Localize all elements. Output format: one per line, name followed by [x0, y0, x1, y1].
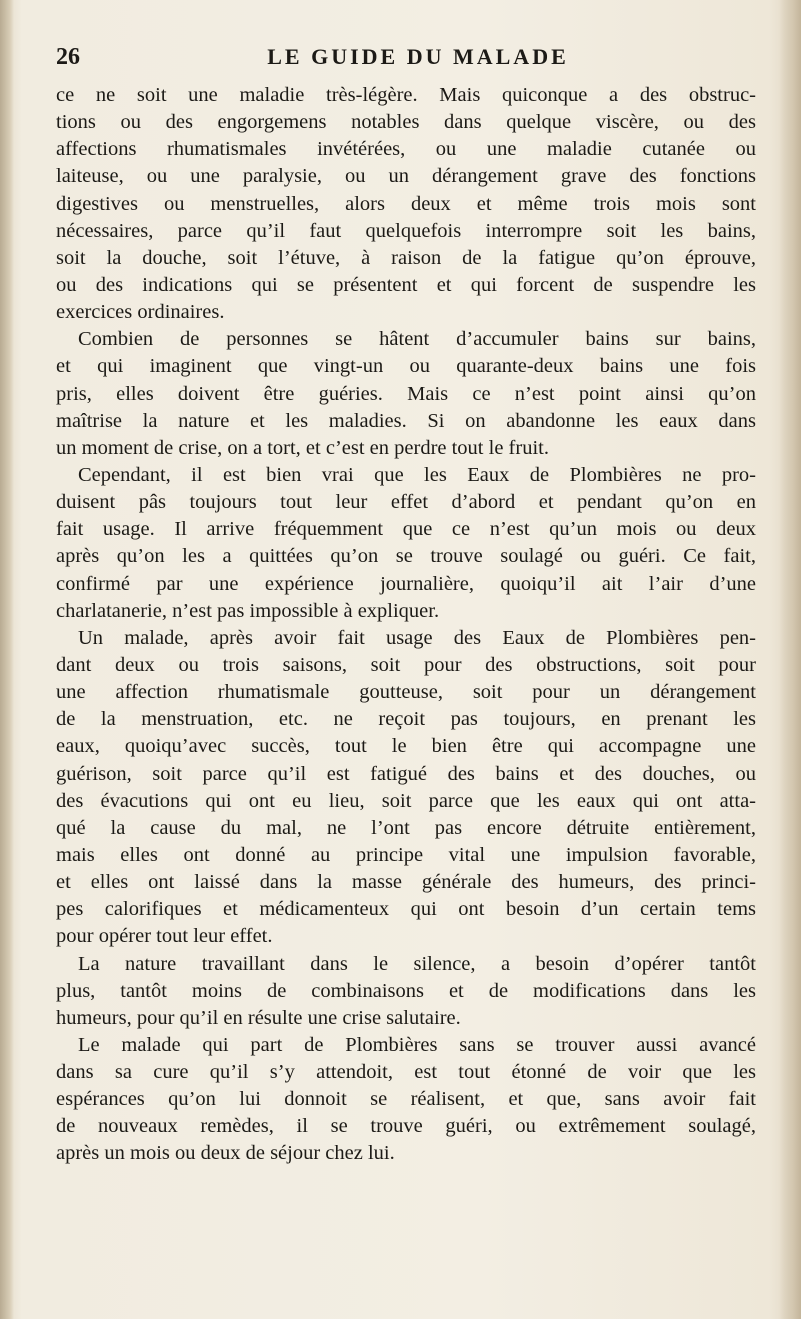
text-line: après un mois ou deux de séjour chez lui.: [56, 1142, 395, 1165]
page-gutter-shadow: [0, 0, 14, 1319]
text-line: qué la cause du mal, ne l’ont pas encore détruite entièrement,: [56, 816, 756, 839]
text-line: espérances qu’on lui donnoit se réalisent, et que, sans avoir fait: [56, 1088, 756, 1111]
paragraph: [56, 625, 756, 951]
text-line: confirmé par une expérience journalière, quoiqu’il ait l’air d’une: [56, 572, 756, 595]
text-line: pris, elles doivent être guéries. Mais ce n’est point ainsi qu’on: [56, 382, 756, 405]
text-line: mais elles ont donné au principe vital une impulsion favorable,: [56, 843, 756, 866]
text-line: pour opérer tout leur effet.: [56, 925, 273, 948]
text-line: des évacutions qui ont eu lieu, soit parce que les eaux qui ont atta-: [56, 789, 756, 812]
page-number: 26: [56, 44, 80, 70]
text-line: Un malade, après avoir fait usage des Eaux de Plombières pen-: [78, 626, 756, 649]
text-line: Le malade qui part de Plombières sans se trouver aussi avancé: [78, 1033, 756, 1056]
text-line: ou des indications qui se présentent et qui forcent de suspendre les: [56, 273, 756, 296]
text-line: de la menstruation, etc. ne reçoit pas toujours, en prenant les: [56, 708, 756, 731]
text-line: eaux, quoiqu’avec succès, tout le bien être qui accompagne une: [56, 735, 756, 758]
text-line: La nature travaillant dans le silence, a besoin d’opérer tantôt: [78, 952, 756, 975]
text-line: et elles ont laissé dans la masse générale des humeurs, des princi-: [56, 871, 756, 894]
paragraph: [56, 951, 756, 1032]
text-line: affections rhumatismales invétérées, ou une maladie cutanée ou: [56, 138, 756, 161]
paragraph: [56, 462, 756, 625]
text-line: maîtrise la nature et les maladies. Si on abandonne les eaux dans: [56, 409, 756, 432]
body-text: [56, 82, 756, 1168]
text-line: Cependant, il est bien vrai que les Eaux de Plombières ne pro-: [78, 463, 756, 486]
text-line: fait usage. Il arrive fréquemment que ce n’est qu’un mois ou deux: [56, 518, 756, 541]
text-line: pes calorifiques et médicamenteux qui ont besoin d’un certain tems: [56, 898, 756, 921]
text-line: un moment de crise, on a tort, et c’est en perdre tout le fruit.: [56, 436, 549, 459]
text-line: tions ou des engorgemens notables dans quelque viscère, ou des: [56, 111, 756, 134]
text-line: charlatanerie, n’est pas impossible à expliquer.: [56, 599, 440, 622]
text-line: Combien de personnes se hâtent d’accumuler bains sur bains,: [78, 328, 756, 351]
text-line: dant deux ou trois saisons, soit pour des obstructions, soit pour: [56, 653, 756, 676]
paragraph: [56, 1032, 756, 1168]
text-line: plus, tantôt moins de combinaisons et de modifications dans les: [56, 979, 756, 1002]
text-line: dans sa cure qu’il s’y attendoit, est tout étonné de voir que les: [56, 1061, 756, 1084]
text-line: humeurs, pour qu’il en résulte une crise salutaire.: [56, 1006, 461, 1029]
text-line: laiteuse, ou une paralysie, ou un dérangement grave des fonctions: [56, 165, 756, 188]
text-line: une affection rhumatismale goutteuse, soit pour un dérangement: [56, 681, 756, 704]
text-line: de nouveaux remèdes, il se trouve guéri, ou extrêmement soulagé,: [56, 1115, 756, 1138]
page-edge-shadow: [779, 0, 801, 1319]
text-line: après qu’on les a quittées qu’on se trouve soulagé ou guéri. Ce fait,: [56, 545, 756, 568]
paragraph: [56, 326, 756, 462]
text-line: duisent pâs toujours tout leur effet d’abord et pendant qu’on en: [56, 491, 756, 514]
text-line: nécessaires, parce qu’il faut quelquefois interrompre soit les bains,: [56, 219, 756, 242]
text-line: exercices ordinaires.: [56, 301, 225, 324]
text-line: guérison, soit parce qu’il est fatigué des bains et des douches, ou: [56, 762, 756, 785]
text-line: soit la douche, soit l’étuve, à raison de la fatigue qu’on éprouve,: [56, 246, 756, 269]
text-line: ce ne soit une maladie très-légère. Mais quiconque a des obstruc-: [56, 84, 756, 106]
page-header: [56, 44, 756, 74]
text-line: et qui imaginent que vingt-un ou quarante-deux bains une fois: [56, 355, 756, 378]
running-title: LE GUIDE DU MALADE: [267, 44, 569, 69]
text-line: digestives ou menstruelles, alors deux et même trois mois sont: [56, 192, 756, 215]
paragraph: [56, 82, 756, 326]
